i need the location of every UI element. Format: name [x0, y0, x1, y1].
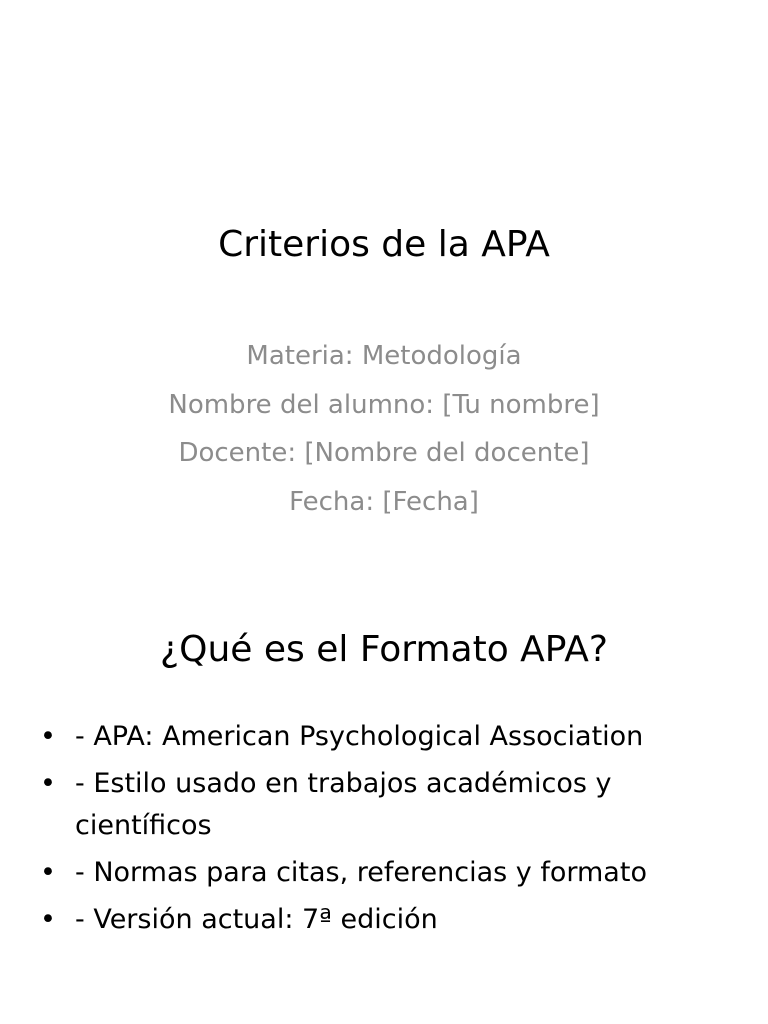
list-item-text: - Estilo usado en trabajos académicos y científicos — [75, 768, 612, 841]
list-item-text: - Normas para citas, referencias y formato — [75, 857, 647, 888]
subtitle-subject: Materia: Metodología — [246, 341, 522, 371]
content-slide-title: ¿Qué es el Formato APA? — [160, 629, 608, 670]
slide-subtitle — [0, 332, 768, 526]
list-item — [40, 716, 740, 758]
list-item-text: - APA: American Psychological Association — [75, 721, 644, 752]
subtitle-teacher: Docente: [Nombre del docente] — [178, 438, 590, 468]
subtitle-date: Fecha: [Fecha] — [289, 486, 479, 517]
bullet-icon: • — [40, 904, 56, 935]
bullet-list — [40, 716, 740, 946]
bullet-icon: • — [40, 768, 56, 799]
bullet-icon: • — [40, 721, 56, 752]
list-item — [40, 763, 740, 847]
subtitle-student-name: Nombre del alumno: [Tu nombre] — [168, 389, 600, 420]
content-slide — [0, 576, 768, 1024]
list-item-text: - Versión actual: 7ª edición — [75, 904, 438, 935]
list-item — [40, 899, 740, 941]
slide-title: Criterios de la APA — [218, 224, 550, 265]
list-item — [40, 852, 740, 894]
bullet-icon: • — [40, 857, 56, 888]
